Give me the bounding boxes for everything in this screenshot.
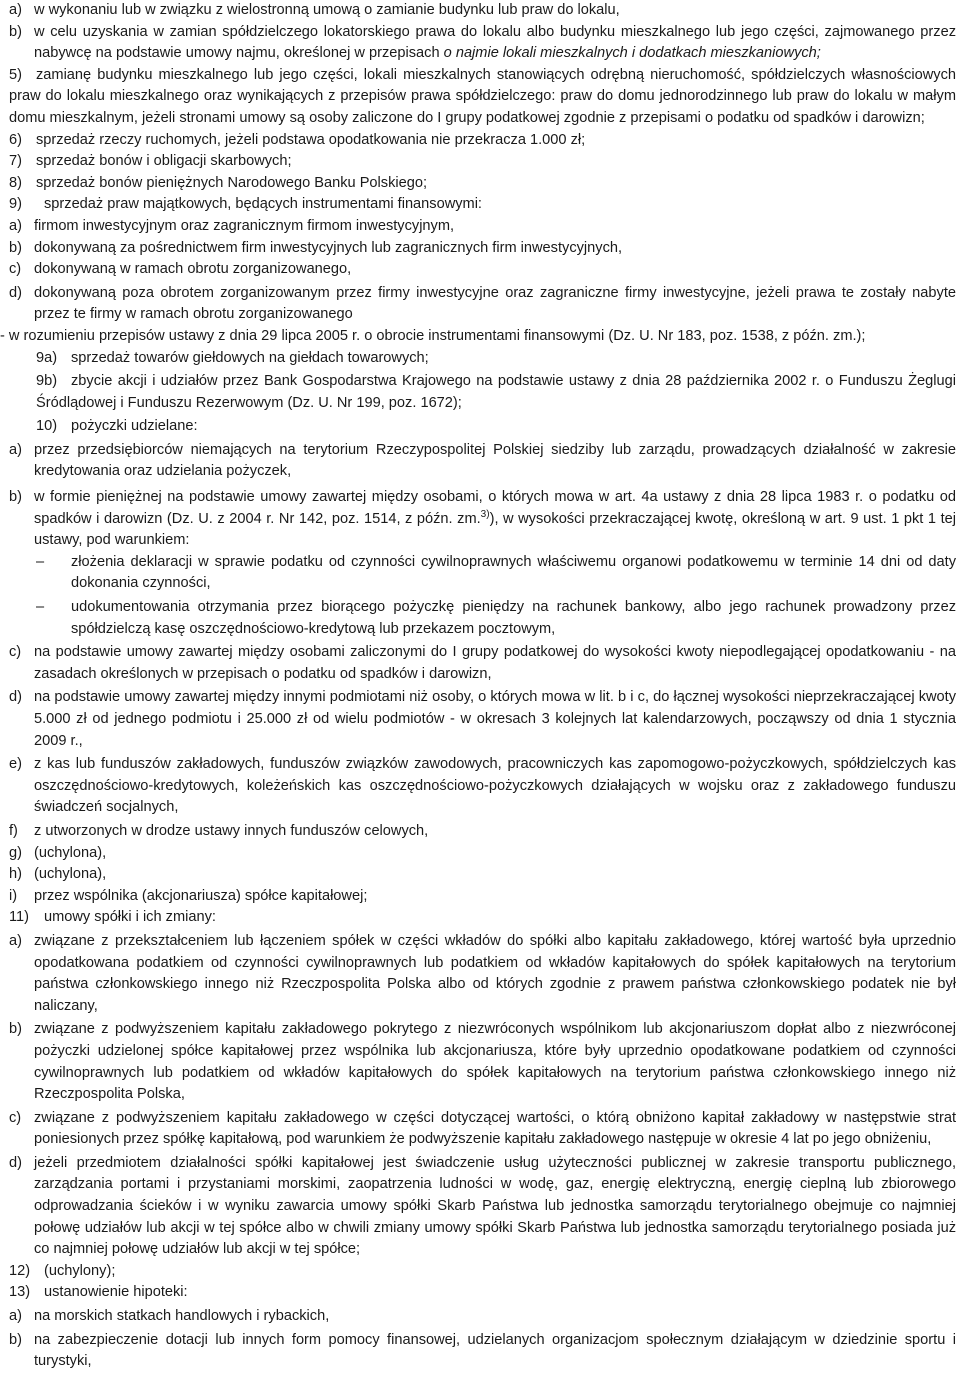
dash-bullet: –: [36, 599, 45, 616]
list-item: [9, 283, 956, 326]
list-item: [9, 687, 956, 752]
item-marker: b): [9, 1331, 22, 1348]
paragraph-text: - w rozumieniu przepisów ustawy z dnia 29 lipca 2005 r. o obrocie instrumentami finansowymi (Dz. U. Nr 183, poz. 1538, z późn. zm.);: [0, 327, 866, 344]
item-text: (uchylona),: [34, 866, 107, 883]
item-text-cont: ), w wysokości przekraczającej kwotę, określoną w art. 9 ust. 1 pkt 1 tej ustawy, pod warunkiem:: [34, 510, 956, 549]
item-text: sprzedaż rzeczy ruchomych, jeżeli podstawa opodatkowania nie przekracza 1.000 zł;: [36, 131, 586, 148]
item-text: na morskich statkach handlowych i rybackich,: [34, 1308, 330, 1325]
item-marker: 5): [9, 66, 22, 83]
list-item: [9, 238, 956, 260]
item-marker: 6): [9, 131, 22, 148]
item-marker: 10): [36, 418, 58, 435]
item-marker: a): [9, 1308, 22, 1325]
item-text: związane z przekształceniem lub łączeniem spółek w części wkładów do spółki albo kapitału zakładowego, której wartość była uprzednio opodatkowana podatkiem od czynności cywilnoprawnych lub podatkiem od wkładów kapitałowych do spółek kapitałowych na terytorium państwa członkowskiego innego niż Rzeczpospolita Polska albo od których zgodnie z prawem państwa członkowskiego podatek nie był naliczany,: [34, 932, 956, 1014]
item-marker: a): [9, 932, 22, 949]
item-text: złożenia deklaracji w sprawie podatku od czynności cywilnoprawnych właściwemu organowi podatkowemu w terminie 14 dni od daty dokonania czynności,: [71, 553, 956, 592]
item-marker: 9): [9, 196, 22, 213]
item-marker: c): [9, 644, 22, 661]
paragraph: [0, 326, 956, 348]
list-item: [9, 754, 956, 819]
list-item: [9, 552, 956, 595]
item-text: firmom inwestycyjnym oraz zagranicznym firmom inwestycyjnym,: [34, 217, 455, 234]
item-text: sprzedaż towarów giełdowych na giełdach towarowych;: [71, 349, 429, 366]
item-text: w wykonaniu lub w związku z wielostronną umową o zamianie budynku lub praw do lokalu,: [34, 2, 620, 18]
item-marker: d): [9, 1154, 22, 1171]
list-item: [9, 843, 956, 865]
item-marker: h): [9, 866, 22, 883]
item-text: (uchylona),: [34, 844, 107, 861]
item-marker: 9b): [36, 373, 58, 390]
item-marker: b): [9, 239, 22, 256]
list-item: [9, 259, 956, 281]
item-text: dokonywaną poza obrotem zorganizowanym przez firmy inwestycyjne oraz zagraniczne firmy inwestycyjne, jeżeli prawa te zostały nabyte przez te firmy w ramach obrotu zorganizowanego: [34, 284, 956, 323]
item-marker: 11): [9, 909, 30, 926]
item-text: związane z podwyższeniem kapitału zakładowego pokrytego z niezwróconych wspólnikom lub akcjonariuszom dopłat albo z niezwróconej pożyczki udzielonej spółce kapitałowej przez wspólnika lub akcjonariusza, które były uprzednio opodatkowane podatkiem od czynności cywilnoprawnych lub podatkiem od wkładów kapitałowych do spółek kapitałowych na terytorium państwa członkowskiego innego niż Rzeczpospolita Polska,: [34, 1021, 956, 1103]
list-item: [9, 487, 956, 552]
item-text: na podstawie umowy zawartej między innymi podmiotami niż osoby, o których mowa w lit. b i c, do łącznej wysokości nieprzekraczającej kwoty 5.000 zł od jednego podmiotu i 25.000 zł od wielu podmiotów - w okresach 3 kolejnych lat kalendarzowych, począwszy od dnia 1 stycznia 2009 r.,: [34, 689, 956, 749]
list-item: [9, 1108, 956, 1151]
list-item: [9, 1306, 956, 1328]
item-text: udokumentowania otrzymania przez biorącego pożyczkę pieniędzy na rachunek bankowy, albo jego rachunek prowadzony przez spółdzielczą kasę oszczędnościowo-kredytową lub przekazem pocztowym,: [71, 599, 956, 637]
list-item: [9, 907, 956, 929]
item-text-wrap: [34, 22, 956, 65]
item-marker: f): [9, 822, 18, 839]
list-item: [9, 0, 956, 22]
list-item: [9, 65, 956, 130]
item-marker: b): [9, 23, 22, 40]
item-marker: i): [9, 887, 18, 904]
item-marker: b): [9, 489, 22, 506]
item-text: przez przedsiębiorców niemających na terytorium Rzeczypospolitej Polskiej siedziby lub zarządu, prowadzących działalność w zakresie kredytowania oraz udzielania pożyczek,: [34, 441, 956, 480]
list-item: [9, 642, 956, 685]
item-text: umowy spółki i ich zmiany:: [44, 909, 216, 926]
item-text-wrap: [34, 487, 956, 552]
item-text: na podstawie umowy zawartej między osobami zaliczonymi do I grupy podatkowej do wysokości kwoty niepodlegającej opodatkowaniu - na zasadach określonych w przepisach o podatku od spadków i darowizn,: [34, 644, 956, 682]
item-text: przez wspólnika (akcjonariusza) spółce kapitałowej;: [34, 887, 368, 904]
item-text-italic: o najmie lokali mieszkalnych i dodatkach mieszkaniowych;: [443, 45, 821, 62]
item-marker: g): [9, 844, 22, 861]
item-text: sprzedaż bonów pieniężnych Narodowego Banku Polskiego;: [36, 174, 428, 191]
item-marker: c): [9, 1109, 22, 1126]
list-item: [9, 194, 956, 216]
item-text: związane z podwyższeniem kapitału zakładowego w części dotyczącej wartości, o którą obniżono kapitał zakładowy w następstwie strat poniesionych przez spółkę kapitałową, pod warunkiem że podwyższenie kapitału zakładowego następuje w okresie 4 lat po jego obniżeniu,: [34, 1109, 956, 1148]
list-item: [9, 416, 956, 438]
item-text: na zabezpieczenie dotacji lub innych form pomocy finansowej, udzielanych organizacjom społecznym działającym w dziedzinie sportu i turystyki,: [34, 1331, 956, 1370]
list-item: [9, 821, 956, 843]
item-text: zbycie akcji i udziałów przez Bank Gospodarstwa Krajowego na podstawie ustawy z dnia 28 października 2002 r. o Funduszu Żeglugi Śródlądowej i Funduszu Rezerwowym (Dz. U. Nr 199, poz. 1672);: [36, 373, 956, 411]
item-marker: 7): [9, 153, 22, 170]
list-item: [9, 1282, 956, 1304]
item-text: pożyczki udzielane:: [71, 418, 198, 435]
list-item: [9, 22, 956, 65]
list-item: [9, 216, 956, 238]
list-item: [9, 348, 956, 370]
item-marker: 8): [9, 174, 22, 191]
item-text: zamianę budynku mieszkalnego lub jego części, lokali mieszkalnych stanowiących odrębną nieruchomość, spółdzielczych własnościowych praw do lokalu mieszkalnego oraz wynikających z przepisów prawa spółdzielczego: praw do domu jednorodzinnego lub praw do lokalu w małym domu mieszkalnym, jeżeli stronami umowy są osoby zaliczone do I grupy podatkowej zgodnie z przepisami o podatku od spadków i darowizn;: [9, 66, 956, 126]
item-marker: d): [9, 284, 22, 301]
item-text: jeżeli przedmiotem działalności spółki kapitałowej jest świadczenie usług użyteczności publicznej w zakresie transportu publicznego, zarządzania portami i przystaniami morskimi, zaopatrzenia ludności w wodę, gaz, energię elektryczną, energię cieplną lub zbiorowego odprowadzania ścieków i w wyniku zawarcia umowy spółki Skarb Państwa lub jednostka samorządu terytorialnego obejmuje co najmniej połowę udziałów lub akcji w tej spółce albo w chwili zmiany umowy spółki Skarb Państwa lub jednostka samorządu terytorialnego posiada już co najmniej połowę udziałów lub akcji w tej spółce;: [34, 1154, 956, 1258]
item-text: dokonywaną w ramach obrotu zorganizowanego,: [34, 261, 352, 278]
list-item: [9, 1261, 956, 1283]
item-marker: e): [9, 756, 22, 773]
list-item: [9, 1019, 956, 1105]
list-item: [9, 886, 956, 908]
item-text: (uchylony);: [44, 1262, 116, 1279]
item-text: z utworzonych w drodze ustawy innych funduszów celowych,: [34, 822, 429, 839]
item-text: dokonywaną za pośrednictwem firm inwestycyjnych lub zagranicznych firm inwestycyjnych,: [34, 239, 623, 256]
list-item: [9, 151, 956, 173]
item-text: sprzedaż praw majątkowych, będących instrumentami finansowymi:: [44, 196, 482, 213]
list-item: [9, 597, 956, 640]
item-text: w formie pieniężnej na podstawie umowy zawartej między osobami, o których mowa w art. 4a ustawy z dnia 28 lipca 1983 r. o podatku od spadków i darowizn (Dz. U. z 2004 r. Nr 142, poz. 1514, z późn. zm.: [34, 489, 956, 527]
list-item: [9, 440, 956, 483]
item-marker: a): [9, 217, 22, 234]
list-item: [9, 130, 956, 152]
item-marker: d): [9, 689, 22, 706]
item-marker: b): [9, 1021, 22, 1038]
list-item: [9, 1153, 956, 1261]
list-item: [9, 371, 956, 414]
item-marker: 12): [9, 1262, 31, 1279]
item-text: ustanowienie hipoteki:: [44, 1284, 188, 1301]
list-item: [9, 1330, 956, 1373]
item-marker: a): [9, 2, 22, 18]
item-text: sprzedaż bonów i obligacji skarbowych;: [36, 153, 292, 170]
dash-bullet: –: [36, 553, 45, 570]
item-marker: a): [9, 441, 22, 458]
footnote-ref: 3): [480, 508, 490, 520]
item-text: z kas lub funduszów zakładowych, funduszów związków zawodowych, pracowniczych kas zapomogowo-pożyczkowych, spółdzielczych kas oszczędnościowo-kredytowych, koleżeńskich kas oszczędnościowo-pożyczkowych działających w wojsku oraz z zakładowego funduszu świadczeń socjalnych,: [34, 756, 956, 816]
list-item: [9, 173, 956, 195]
item-marker: 13): [9, 1284, 31, 1301]
list-item: [9, 864, 956, 886]
list-item: [9, 931, 956, 1017]
item-marker: c): [9, 261, 22, 278]
item-text: w celu uzyskania w zamian spółdzielczego lokatorskiego prawa do lokalu albo budynku mieszkalnego lub jego części, zajmowanego przez nabywcę na podstawie umowy najmu, określonej w przepisach: [34, 23, 956, 62]
item-marker: 9a): [36, 349, 58, 366]
